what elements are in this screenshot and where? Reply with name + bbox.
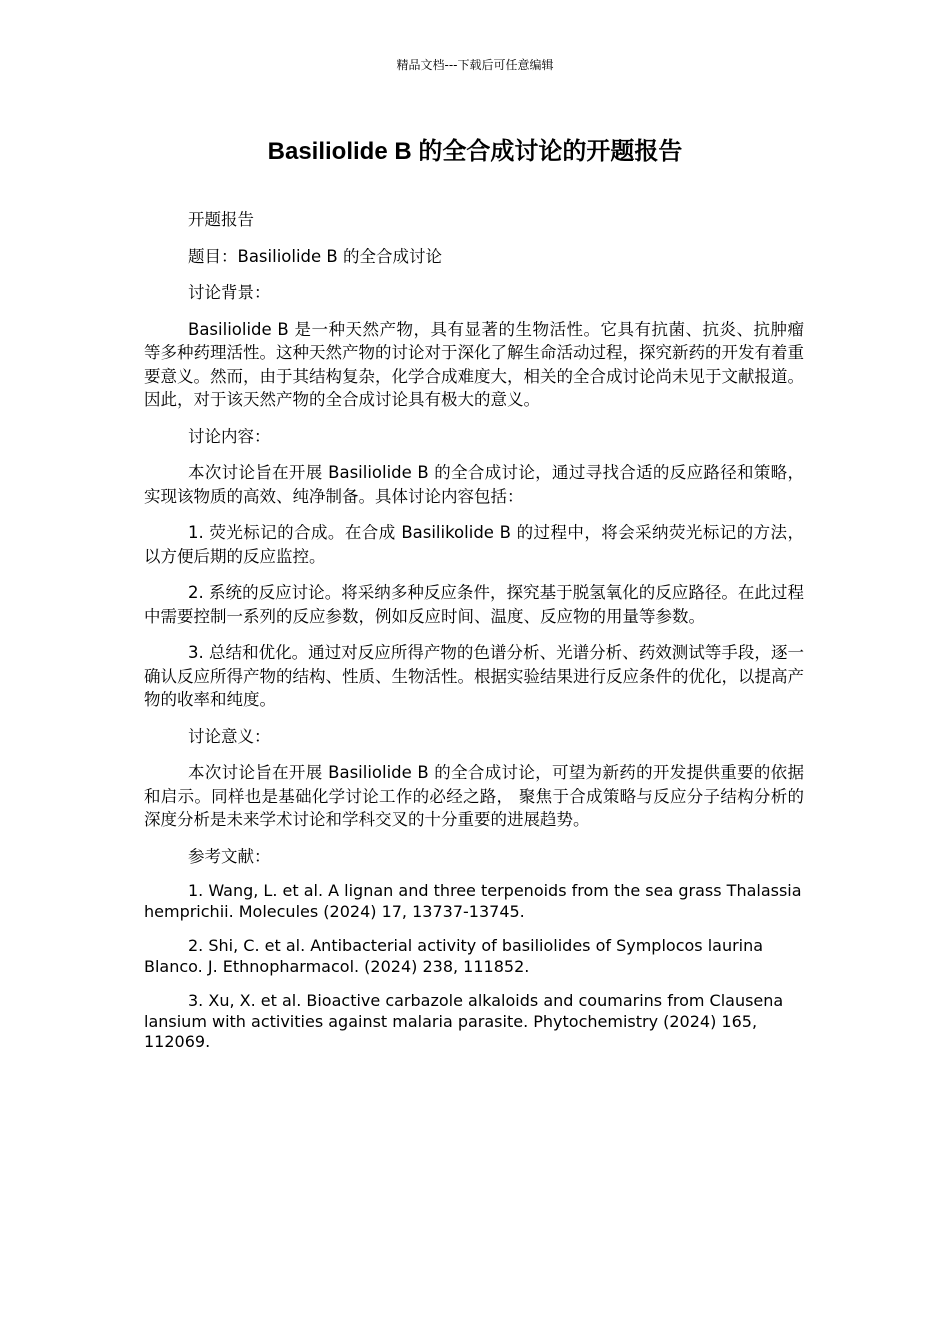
document-body (144, 208, 804, 1067)
topic-line: 题目：Basiliolide B 的全合成讨论 (188, 246, 442, 266)
background-heading: 讨论背景： (188, 283, 271, 302)
page-header: 精品文档---下载后可任意编辑 (396, 58, 554, 72)
reference-item: 2. Shi, C. et al. Antibacterial activity of basiliolides of Symplocos laurina Blanco. J. Ethnopharmacol. (2024) 238, 111852. (144, 936, 764, 976)
report-label: 开题报告 (188, 210, 254, 229)
references-heading: 参考文献： (188, 846, 271, 866)
significance-paragraph: 本次讨论旨在开展 Basiliolide B 的全合成讨论，可望为新药的开发提供重要的依据和启示。同样也是基础化学讨论工作的必经之路， 聚焦于合成策略与反应分子结构分析的深度分析是未来学术讨论和学科交叉的十分重要的进展趋势。 (144, 763, 804, 829)
significance-heading: 讨论意义： (188, 726, 271, 746)
content-item: 1. 荧光标记的合成。在合成 Basilikolide B 的过程中，将会采纳荧光标记的方法，以方便后期的反应监控。 (144, 523, 804, 566)
background-paragraph: Basiliolide B 是一种天然产物，具有显著的生物活性。它具有抗菌、抗炎、抗肿瘤等多种药理活性。这种天然产物的讨论对于深化了解生命活动过程，探究新药的开发有着重要意义。然而，由于其结构复杂，化学合成难度大，相关的全合成讨论尚未见于文献报道。因此，对于该天然产物的全合成讨论具有极大的意义。 (144, 319, 804, 409)
document-title: Basiliolide B 的全合成讨论的开题报告 (267, 138, 683, 165)
content-item: 3. 总结和优化。通过对反应所得产物的色谱分析、光谱分析、药效测试等手段，逐一确认反应所得产物的结构、性质、生物活性。根据实验结果进行反应条件的优化，以提高产物的收率和纯度。 (144, 643, 804, 709)
reference-item: 3. Xu, X. et al. Bioactive carbazole alkaloids and coumarins from Clausena lansium with activities against malaria parasite. Phytochemistry (2024) 165, 112069. (144, 991, 784, 1051)
reference-item: 1. Wang, L. et al. A lignan and three terpenoids from the sea grass Thalassia hemprichii. Molecules (2024) 17, 13737-13745. (144, 881, 802, 921)
content-intro-paragraph: 本次讨论旨在开展 Basiliolide B 的全合成讨论，通过寻找合适的反应路径和策略，实现该物质的高效、纯净制备。具体讨论内容包括： (144, 463, 804, 506)
content-item: 2. 系统的反应讨论。将采纳多种反应条件，探究基于脱氢氧化的反应路径。在此过程中需要控制一系列的反应参数，例如反应时间、温度、反应物的用量等参数。 (144, 583, 804, 626)
content-heading: 讨论内容： (188, 426, 271, 446)
